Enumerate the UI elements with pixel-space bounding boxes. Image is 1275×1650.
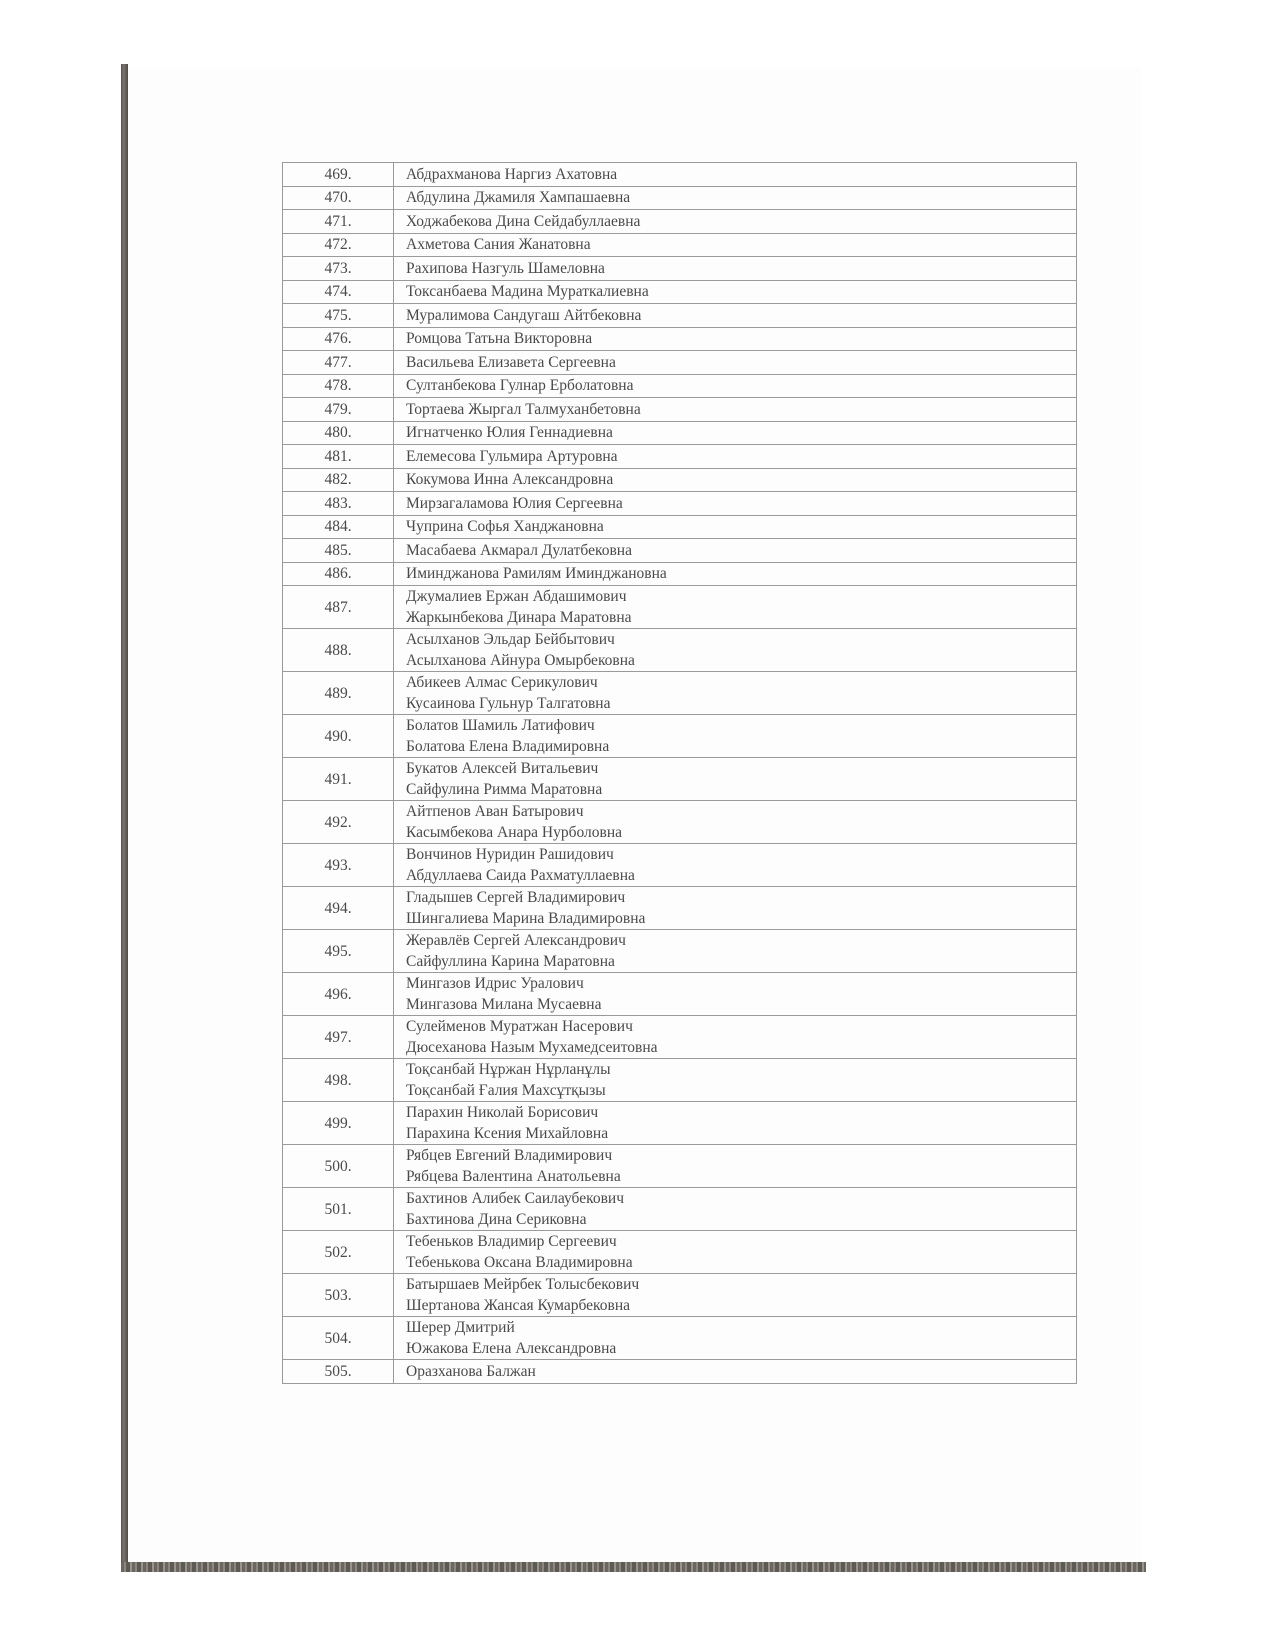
table-row — [283, 562, 1077, 586]
table-row — [283, 163, 1077, 187]
table-row — [283, 304, 1077, 328]
names-cell — [394, 672, 1077, 715]
row-number: 502. — [283, 1231, 394, 1274]
table-row — [283, 421, 1077, 445]
person-name: Жаркынбекова Динара Маратовна — [406, 609, 632, 626]
person-name: Асылханов Эльдар Бейбытович — [406, 631, 615, 648]
person-name: Жеравлёв Сергей Александрович — [406, 932, 626, 949]
names-cell — [394, 629, 1077, 672]
person-name: Абдрахманова Наргиз Ахатовна — [406, 165, 618, 183]
names-cell — [394, 973, 1077, 1016]
person-name: Дюсеханова Назым Мухамедсеитовна — [406, 1039, 658, 1056]
row-number: 480. — [283, 421, 394, 445]
table-row — [283, 539, 1077, 563]
table-row — [283, 1145, 1077, 1188]
names-cell — [394, 515, 1077, 539]
person-name: Иминджанова Рамилям Иминджановна — [406, 565, 667, 583]
person-name: Асылханова Айнура Омырбековна — [406, 652, 635, 669]
table-row — [283, 374, 1077, 398]
person-name: Ходжабекова Дина Сейдабуллаевна — [406, 212, 641, 230]
row-number: 478. — [283, 374, 394, 398]
person-name: Шерер Дмитрий — [406, 1319, 515, 1336]
names-cell — [394, 421, 1077, 445]
names-cell — [394, 327, 1077, 351]
names-cell — [394, 1059, 1077, 1102]
names-cell — [394, 1188, 1077, 1231]
row-number: 472. — [283, 233, 394, 257]
person-name: Чуприна Софья Ханджановна — [406, 518, 604, 536]
table-row — [283, 1317, 1077, 1360]
names-cell — [394, 930, 1077, 973]
scan-edge-bottom — [121, 1562, 1146, 1572]
person-name: Муралимова Сандугаш Айтбековна — [406, 306, 642, 324]
row-number: 496. — [283, 973, 394, 1016]
person-name: Батыршаев Мейрбек Толысбекович — [406, 1276, 640, 1293]
table-row — [283, 186, 1077, 210]
person-name: Болатова Елена Владимировна — [406, 738, 610, 755]
table-row — [283, 586, 1077, 629]
row-number: 487. — [283, 586, 394, 629]
person-name: Мингазов Идрис Уралович — [406, 975, 584, 992]
table-row — [283, 1102, 1077, 1145]
person-name: Елемесова Гульмира Артуровна — [406, 447, 618, 465]
table-row — [283, 445, 1077, 469]
table-row — [283, 629, 1077, 672]
table-row — [283, 515, 1077, 539]
names-cell — [394, 1360, 1077, 1384]
person-name: Болатов Шамиль Латифович — [406, 717, 595, 734]
row-number: 481. — [283, 445, 394, 469]
row-number: 470. — [283, 186, 394, 210]
names-cell — [394, 1231, 1077, 1274]
person-name: Рахипова Назгуль Шамеловна — [406, 259, 605, 277]
names-cell — [394, 801, 1077, 844]
names-cell — [394, 233, 1077, 257]
person-name: Гладышев Сергей Владимирович — [406, 889, 626, 906]
names-cell — [394, 1145, 1077, 1188]
person-name: Тоқсанбай Ғалия Махсұтқызы — [406, 1082, 606, 1099]
row-number: 501. — [283, 1188, 394, 1231]
names-cell — [394, 186, 1077, 210]
person-name: Абдуллаева Саида Рахматуллаевна — [406, 867, 635, 884]
row-number: 482. — [283, 468, 394, 492]
scan-edge-left — [121, 64, 128, 1570]
names-table-body — [283, 163, 1077, 1384]
person-name: Сайфуллина Карина Маратовна — [406, 953, 615, 970]
row-number: 486. — [283, 562, 394, 586]
row-number: 494. — [283, 887, 394, 930]
names-cell — [394, 304, 1077, 328]
person-name: Бахтинова Дина Сериковна — [406, 1211, 587, 1228]
person-name: Вончинов Нуридин Рашидович — [406, 846, 614, 863]
names-cell — [394, 1016, 1077, 1059]
table-row — [283, 672, 1077, 715]
person-name: Кокумова Инна Александровна — [406, 471, 614, 489]
table-row — [283, 1188, 1077, 1231]
person-name: Мингазова Милана Мусаевна — [406, 996, 602, 1013]
row-number: 484. — [283, 515, 394, 539]
row-number: 477. — [283, 351, 394, 375]
person-name: Бахтинов Алибек Саилаубекович — [406, 1190, 624, 1207]
names-cell — [394, 758, 1077, 801]
names-cell — [394, 163, 1077, 187]
names-cell — [394, 1102, 1077, 1145]
person-name: Оразханова Балжан — [406, 1362, 536, 1380]
row-number: 473. — [283, 257, 394, 281]
person-name: Сулейменов Муратжан Насерович — [406, 1018, 633, 1035]
table-row — [283, 492, 1077, 516]
table-row — [283, 210, 1077, 234]
row-number: 474. — [283, 280, 394, 304]
table-row — [283, 233, 1077, 257]
person-name: Парахина Ксения Михайловна — [406, 1125, 609, 1142]
table-row — [283, 844, 1077, 887]
names-cell — [394, 586, 1077, 629]
table-row — [283, 1360, 1077, 1384]
names-cell — [394, 1317, 1077, 1360]
person-name: Ахметова Сания Жанатовна — [406, 236, 591, 254]
person-name: Тебеньков Владимир Сергеевич — [406, 1233, 617, 1250]
person-name: Шингалиева Марина Владимировна — [406, 910, 646, 927]
names-cell — [394, 539, 1077, 563]
person-name: Игнатченко Юлия Геннадиевна — [406, 424, 613, 442]
names-cell — [394, 445, 1077, 469]
row-number: 475. — [283, 304, 394, 328]
table-row — [283, 398, 1077, 422]
row-number: 497. — [283, 1016, 394, 1059]
table-row — [283, 715, 1077, 758]
person-name: Абикеев Алмас Серикулович — [406, 674, 598, 691]
row-number: 503. — [283, 1274, 394, 1317]
row-number: 491. — [283, 758, 394, 801]
table-row — [283, 1274, 1077, 1317]
person-name: Абдулина Джамиля Хампашаевна — [406, 189, 631, 207]
names-cell — [394, 1274, 1077, 1317]
names-cell — [394, 468, 1077, 492]
person-name: Букатов Алексей Витальевич — [406, 760, 599, 777]
row-number: 485. — [283, 539, 394, 563]
row-number: 471. — [283, 210, 394, 234]
table-row — [283, 801, 1077, 844]
table-row — [283, 1231, 1077, 1274]
row-number: 493. — [283, 844, 394, 887]
names-cell — [394, 562, 1077, 586]
table-row — [283, 1016, 1077, 1059]
person-name: Кусаинова Гульнур Талгатовна — [406, 695, 611, 712]
names-cell — [394, 715, 1077, 758]
table-row — [283, 327, 1077, 351]
person-name: Касымбекова Анара Нурболовна — [406, 824, 623, 841]
names-cell — [394, 887, 1077, 930]
row-number: 492. — [283, 801, 394, 844]
person-name: Токсанбаева Мадина Мураткалиевна — [406, 283, 649, 301]
table-row — [283, 887, 1077, 930]
table-row — [283, 930, 1077, 973]
table-row — [283, 257, 1077, 281]
row-number: 498. — [283, 1059, 394, 1102]
names-cell — [394, 351, 1077, 375]
row-number: 500. — [283, 1145, 394, 1188]
table-row — [283, 351, 1077, 375]
row-number: 488. — [283, 629, 394, 672]
row-number: 489. — [283, 672, 394, 715]
names-cell — [394, 210, 1077, 234]
row-number: 490. — [283, 715, 394, 758]
person-name: Тоқсанбай Нұржан Нұрланұлы — [406, 1061, 611, 1078]
person-name: Ромцова Татьна Викторовна — [406, 330, 593, 348]
person-name: Масабаева Акмарал Дулатбековна — [406, 541, 632, 559]
names-cell — [394, 398, 1077, 422]
names-cell — [394, 257, 1077, 281]
row-number: 499. — [283, 1102, 394, 1145]
table-row — [283, 758, 1077, 801]
names-cell — [394, 492, 1077, 516]
person-name: Тортаева Жыргал Талмуханбетовна — [406, 400, 641, 418]
person-name: Султанбекова Гулнар Ерболатовна — [406, 377, 634, 395]
person-name: Айтпенов Аван Батырович — [406, 803, 584, 820]
names-cell — [394, 374, 1077, 398]
person-name: Мирзагаламова Юлия Сергеевна — [406, 494, 623, 512]
row-number: 495. — [283, 930, 394, 973]
row-number: 476. — [283, 327, 394, 351]
names-table — [282, 162, 1077, 1384]
row-number: 483. — [283, 492, 394, 516]
row-number: 479. — [283, 398, 394, 422]
table-row — [283, 1059, 1077, 1102]
person-name: Рябцев Евгений Владимирович — [406, 1147, 613, 1164]
person-name: Джумалиев Ержан Абдашимович — [406, 588, 627, 605]
table-row — [283, 468, 1077, 492]
person-name: Рябцева Валентина Анатольевна — [406, 1168, 621, 1185]
person-name: Сайфулина Римма Маратовна — [406, 781, 603, 798]
person-name: Васильева Елизавета Сергеевна — [406, 353, 616, 371]
person-name: Шертанова Жансая Кумарбековна — [406, 1297, 631, 1314]
row-number: 504. — [283, 1317, 394, 1360]
names-cell — [394, 844, 1077, 887]
person-name: Южакова Елена Александровна — [406, 1340, 617, 1357]
person-name: Парахин Николай Борисович — [406, 1104, 599, 1121]
person-name: Тебенькова Оксана Владимировна — [406, 1254, 633, 1271]
row-number: 469. — [283, 163, 394, 187]
table-row — [283, 973, 1077, 1016]
table-row — [283, 280, 1077, 304]
names-cell — [394, 280, 1077, 304]
row-number: 505. — [283, 1360, 394, 1384]
